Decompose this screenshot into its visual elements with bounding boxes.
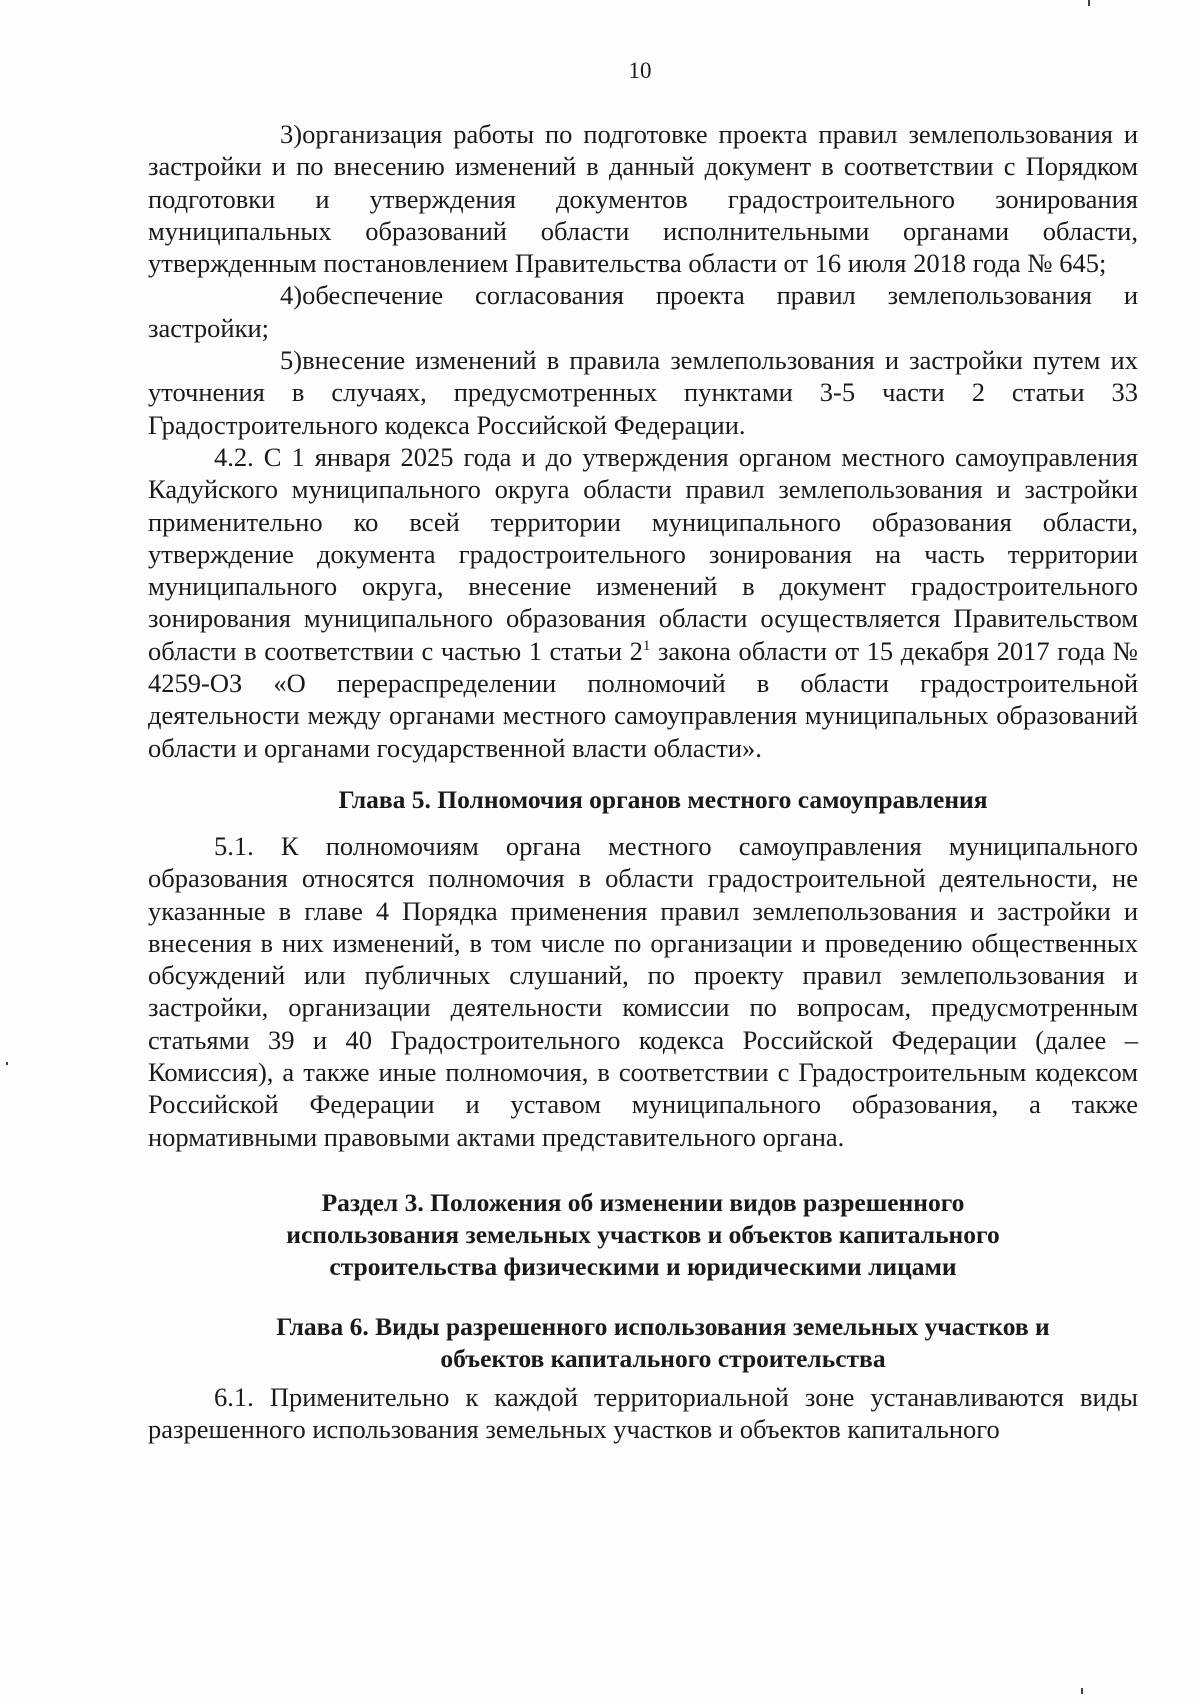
chapter-5-heading: Глава 5. Полномочия органов местного самоуправления (338, 784, 988, 814)
section-3-heading-line1: Раздел 3. Положения об изменении видов разрешенного (321, 1187, 965, 1217)
scan-artifact (1088, 0, 1090, 6)
list-item-text: внесение изменений в правила землепользования и застройки путем их уточнения в случаях, предусмотренных пунктами 3-5 части 2 статьи 33 Градостроительного кодекса Российской Федерации. (148, 345, 1138, 440)
list-item-text: обеспечение согласования проекта правил землепользования и застройки; (148, 280, 1138, 343)
chapter-6-heading-line1: Глава 6. Виды разрешенного использования земельных участков и (276, 1311, 1050, 1341)
chapter-6-heading (148, 1311, 1138, 1375)
paragraph-text: 4.2. С 1 января 2025 года и до утверждения органом местного самоуправления Кадуйского муниципального округа области правил землепользования и застройки применительно ко всей территории муниципального образования области, утверждение документа градостроительного зонирования на часть территории муниципального округа, внесение изменений в документ градостроительного зонирования муниципального образования области осуществляется Правительством области в соответствии с частью 1 статьи 2 (148, 441, 1138, 666)
paragraph-4-2 (148, 441, 1138, 764)
list-item-number: 5) (280, 345, 303, 376)
page-number: 10 (628, 58, 652, 83)
scan-artifact (6, 1062, 8, 1065)
paragraph-text-cont: закона области от 15 декабря 2017 года № 4259-ОЗ «О перераспределении полномочий в области градостроительной деятельности между органами местного самоуправления муниципальных образований области и органами государственной власти области». (148, 635, 1139, 763)
section-3-heading (148, 1187, 1138, 1283)
superscript: 1 (642, 637, 651, 654)
list-item-number: 3) (280, 119, 303, 149)
document-body (148, 118, 1138, 1446)
section-3-heading-line3: строительства физическими и юридическими лицами (329, 1251, 957, 1281)
list-item-text: организация работы по подготовке проекта правил землепользования и застройки и по внесению изменений в данный документ в соответствии с Порядком подготовки и утверждения документов градостроительного зонирования муниципальных образований области исполнительными органами области, утвержденным постановлением Правительства области от 16 июля 2018 года № 645; (148, 119, 1138, 279)
paragraph-6-1: 6.1. Применительно к каждой территориальной зоне устанавливаются виды разрешенного использования земельных участков и объектов капитального (148, 1381, 1138, 1445)
paragraph-5-1: 5.1. К полномочиям органа местного самоуправления муниципального образования относятся полномочия в области градостроительной деятельности, не указанные в главе 4 Порядка применения правил землепользования и застройки и внесения в них изменений, в том числе по организации и проведению общественных обсуждений или публичных слушаний, по проекту правил землепользования и застройки, организации деятельности комиссии по вопросам, предусмотренным статьями 39 и 40 Градостроительного кодекса Российской Федерации (далее – Комиссия), а также иные полномочия, в соответствии с Градостроительным кодексом Российской Федерации и уставом муниципального образования, а также нормативными правовыми актами представительного органа. (148, 830, 1138, 1152)
list-item-number: 4) (280, 280, 303, 311)
list-item-4 (148, 279, 1138, 344)
list-item-5 (148, 344, 1138, 441)
section-3-heading-line2: использования земельных участков и объектов капитального (286, 1219, 1000, 1249)
scan-artifact (1081, 1688, 1083, 1694)
list-item-3 (148, 118, 1138, 279)
chapter-6-heading-line2: объектов капитального строительства (440, 1343, 886, 1373)
